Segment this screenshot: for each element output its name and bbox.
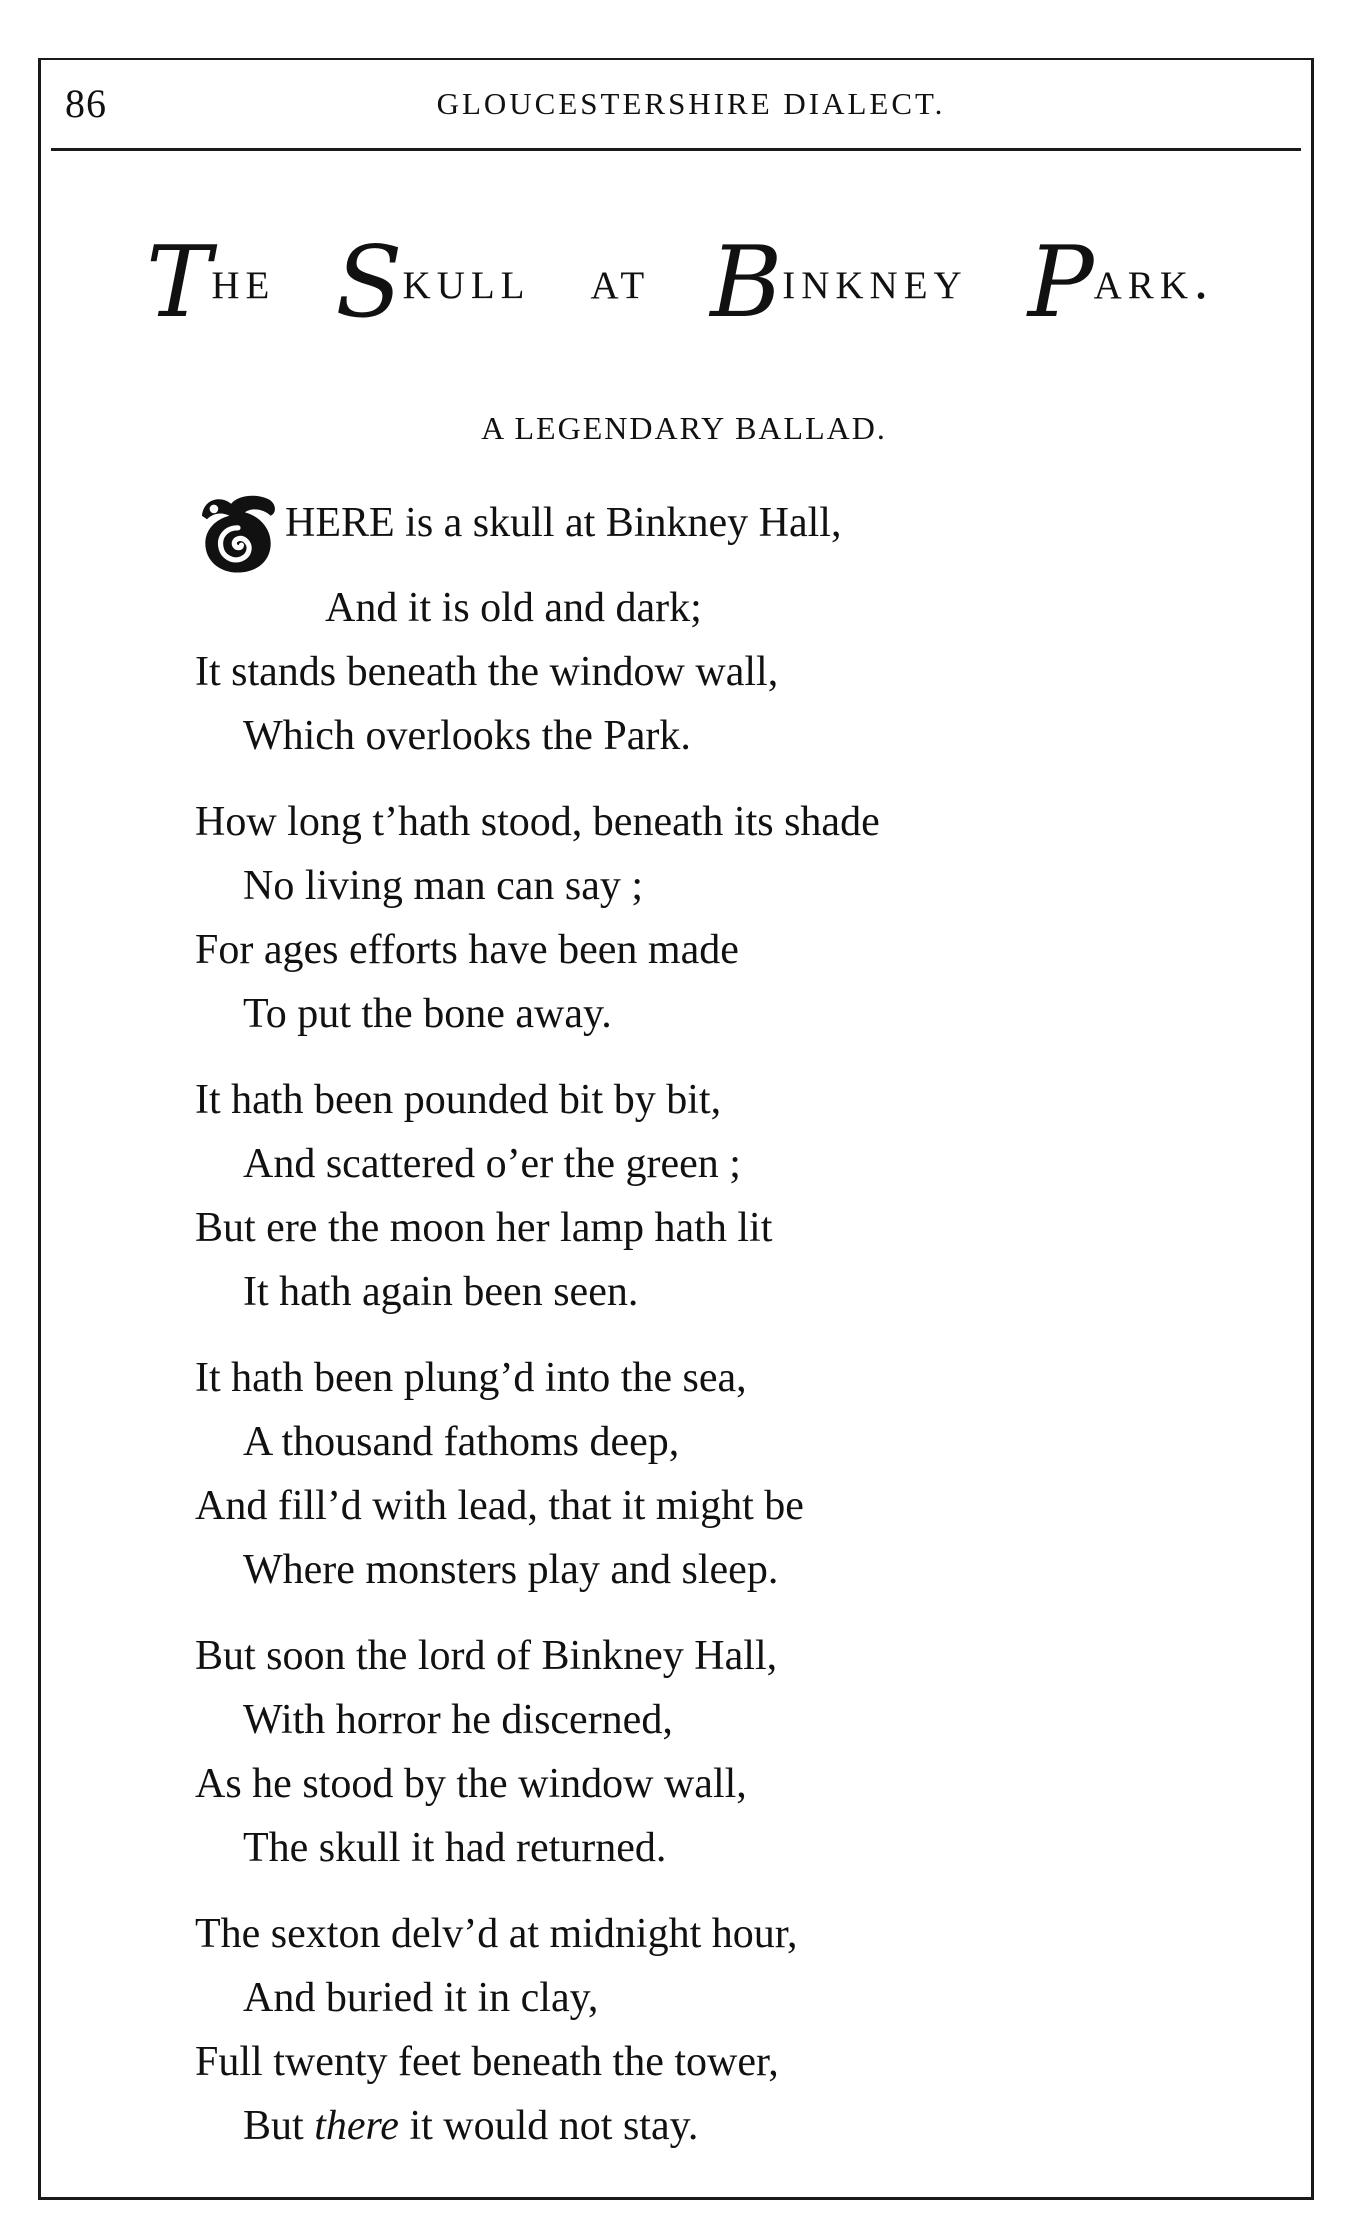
title-word-rest: inkney [782, 249, 968, 311]
poem-line: A thousand fathoms deep, [243, 1419, 680, 1465]
page-number: 86 [65, 81, 107, 126]
poem-line: How long t’hath stood, beneath its shade [195, 799, 880, 845]
poem-line: It stands beneath the window wall, [195, 649, 779, 695]
poem-line: For ages efforts have been made [195, 927, 739, 973]
title-word-rest: he [211, 249, 276, 311]
poem-line: And scattered o’er the green ; [243, 1141, 741, 1187]
poem-line [195, 490, 1195, 576]
title-word-rest: kull [402, 249, 531, 311]
stanza [195, 790, 1195, 1046]
poem [195, 490, 1195, 2180]
title-capital: S [335, 226, 403, 340]
running-title: GLOUCESTERSHIRE DIALECT. [436, 86, 946, 121]
header-rule [51, 148, 1301, 151]
poem-line: And fill’d with lead, that it might be [195, 1483, 804, 1529]
ornamental-dropcap-t-icon [195, 490, 281, 576]
poem-line-segment: But [243, 2103, 315, 2149]
title-word [710, 226, 968, 340]
stanza [195, 1068, 1195, 1324]
title-word [591, 249, 651, 311]
running-head [41, 60, 1311, 152]
title-capital: T [146, 226, 212, 340]
poem-line: To put the bone away. [243, 991, 612, 1037]
poem-line [195, 2094, 1195, 2158]
title-word [146, 226, 276, 340]
poem-line-italic: there [314, 2103, 399, 2149]
poem-line-segment: it would not stay. [398, 2103, 699, 2149]
poem-line: It hath been pounded bit by bit, [195, 1077, 722, 1123]
poem-line: With horror he discerned, [243, 1697, 673, 1743]
poem-line: The sexton delv’d at midnight hour, [195, 1911, 798, 1957]
poem-line: As he stood by the window wall, [195, 1761, 747, 1807]
stanza [195, 1624, 1195, 1880]
title-word [335, 226, 531, 340]
poem-line: But ere the moon her lamp hath lit [195, 1205, 773, 1251]
title-capital: P [1027, 226, 1094, 340]
stanza [195, 490, 1195, 768]
poem-line: But soon the lord of Binkney Hall, [195, 1633, 778, 1679]
stanza [195, 1902, 1195, 2158]
poem-line: And it is old and dark; [325, 585, 702, 631]
poem-line: It hath again been seen. [243, 1269, 639, 1315]
title-capital: B [710, 226, 783, 340]
poem-line: The skull it had returned. [243, 1825, 667, 1871]
page-title [0, 226, 1360, 340]
poem-line: Which overlooks the Park. [243, 713, 691, 759]
poem-line: Full twenty feet beneath the tower, [195, 2039, 779, 2085]
poem-line: Where monsters play and sleep. [243, 1547, 779, 1593]
subtitle: A LEGENDARY BALLAD. [481, 410, 887, 446]
poem-line: No living man can say ; [243, 863, 644, 909]
poem-line: It hath been plung’d into the sea, [195, 1355, 747, 1401]
title-word-rest: at [590, 249, 651, 311]
stanza [195, 1346, 1195, 1602]
poem-line-text: HERE is a skull at Binkney Hall, [285, 500, 842, 546]
title-word-rest: ark. [1093, 249, 1214, 311]
poem-line: And buried it in clay, [243, 1975, 599, 2021]
title-word [1027, 226, 1214, 340]
